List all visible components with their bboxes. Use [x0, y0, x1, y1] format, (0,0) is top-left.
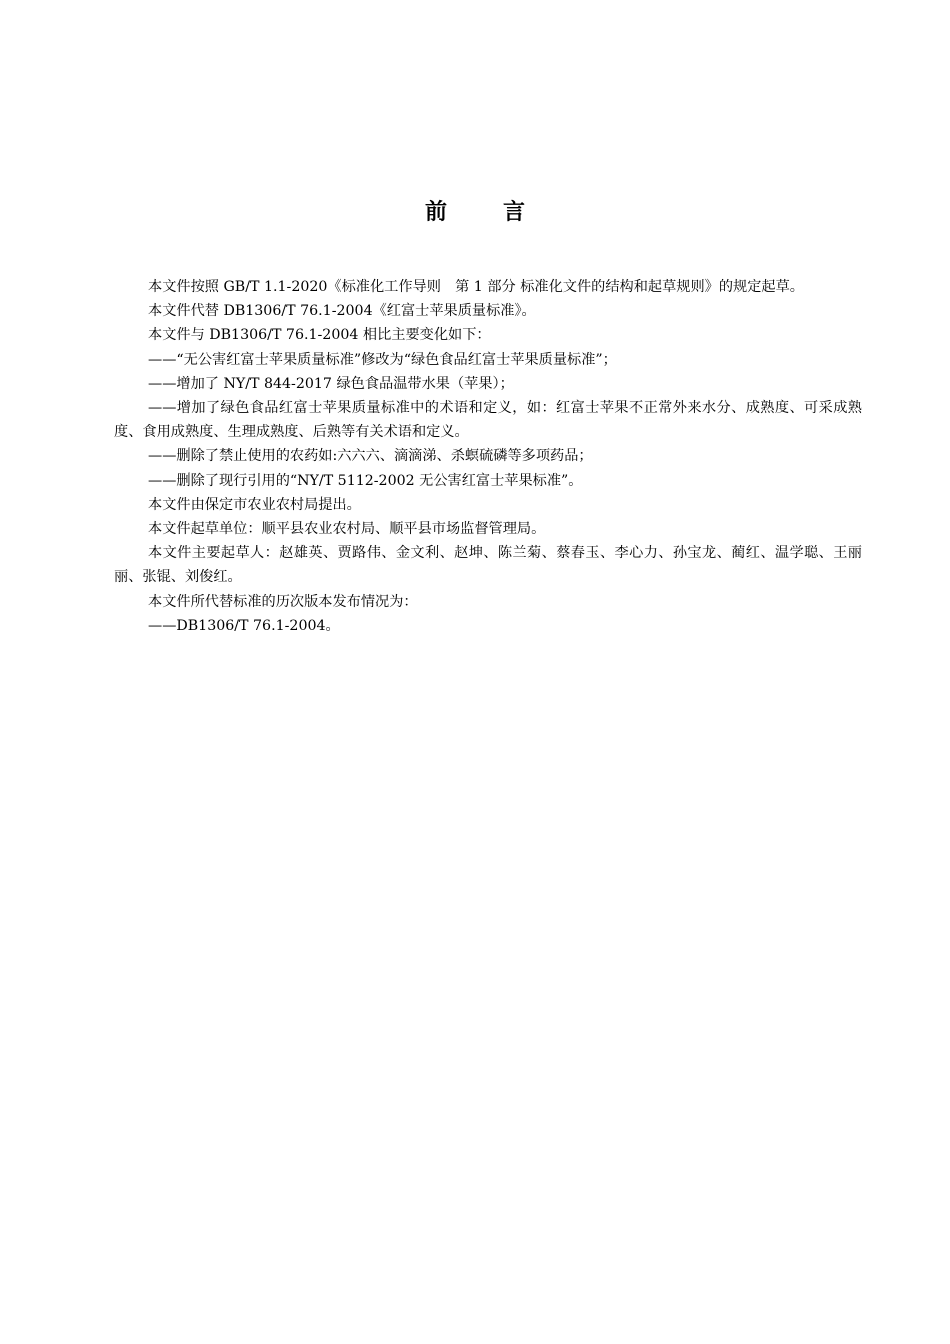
heading-char-1: 前: [424, 200, 447, 225]
paragraph-change-4: ——删除了禁止使用的农药如:六六六、滴滴涕、杀螟硫磷等多项药品；: [148, 448, 593, 465]
paragraph-history-item: ——DB1306/T 76.1-2004。: [148, 617, 340, 634]
section-heading-foreword: [0, 196, 950, 230]
paragraph-change-1: ——“无公害红富士苹果质量标准”修改为“绿色食品红富士苹果质量标准”；: [148, 351, 617, 368]
paragraph-changes-intro: 本文件与 DB1306/T 76.1-2004 相比主要变化如下：: [148, 327, 491, 344]
paragraph-history-intro: 本文件所代替标准的历次版本发布情况为：: [148, 593, 418, 610]
paragraph-proposer: 本文件由保定市农业农村局提出。: [148, 496, 361, 513]
paragraph-change-5: ——删除了现行引用的“NY/T 5112-2002 无公害红富士苹果标准”。: [148, 472, 583, 489]
paragraph-drafting-basis: 本文件按照 GB/T 1.1-2020《标准化工作导则 第 1 部分 标准化文件的结构和起草规则》的规定起草。: [148, 279, 804, 295]
paragraph-drafting-units: 本文件起草单位：顺平县农业农村局、顺平县市场监督管理局。: [148, 521, 546, 538]
paragraph-drafters: 本文件主要起草人：赵雄英、贾路伟、金文利、赵坤、陈兰菊、蔡春玉、李心力、孙宝龙、蔺红、温学聪、王丽丽、张锟、刘俊红。: [114, 545, 862, 586]
paragraph-change-3: ——增加了绿色食品红富士苹果质量标准中的术语和定义，如：红富士苹果不正常外来水分、成熟度、可采成熟度、食用成熟度、生理成熟度、后熟等有关术语和定义。: [114, 400, 862, 441]
paragraph-replaces: 本文件代替 DB1306/T 76.1-2004《红富士苹果质量标准》。: [148, 303, 536, 320]
paragraph-change-2: ——增加了 NY/T 844-2017 绿色食品温带水果（苹果）；: [148, 375, 514, 392]
foreword-body: [114, 275, 862, 638]
heading-char-2: 言: [503, 200, 526, 225]
